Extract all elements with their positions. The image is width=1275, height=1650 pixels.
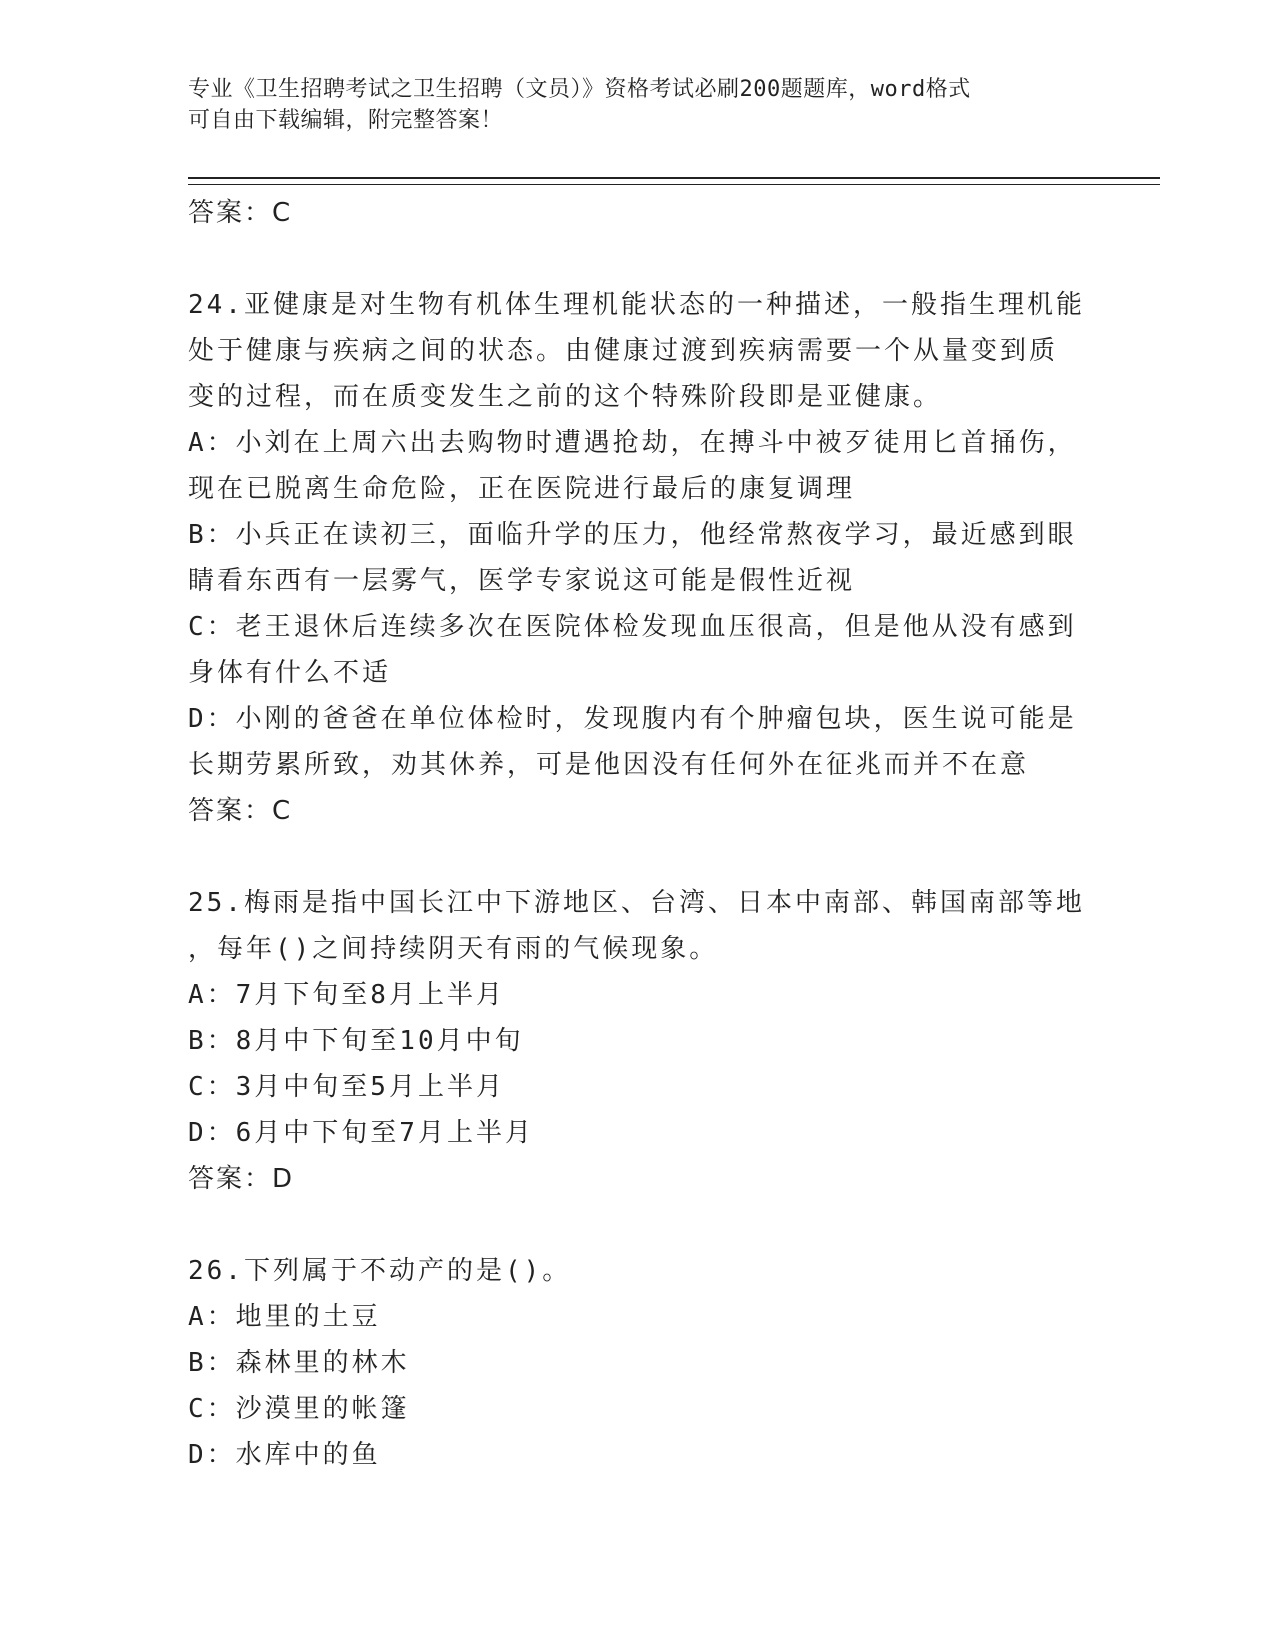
answer-line: 答案：D (188, 1164, 295, 1194)
question-25 (188, 880, 1088, 1202)
question-text-line: 26.下列属于不动产的是()。 (188, 1256, 572, 1286)
option-c-line: C：3月中旬至5月上半月 (188, 1072, 505, 1102)
document-header (188, 74, 1068, 136)
spacer (188, 1202, 1088, 1248)
option-a-line: A：地里的土豆 (188, 1302, 381, 1332)
option-d-line: D：小刚的爸爸在单位体检时，发现腹内有个肿瘤包块，医生说可能是 (188, 704, 1077, 734)
option-b-line: B：8月中下旬至10月中旬 (188, 1026, 524, 1056)
question-text-line: 25.梅雨是指中国长江中下游地区、台湾、日本中南部、韩国南部等地 (188, 888, 1085, 918)
option-b-line: B：小兵正在读初三，面临升学的压力，他经常熬夜学习，最近感到眼 (188, 520, 1077, 550)
question-text-line: 24.亚健康是对生物有机体生理机能状态的一种描述，一般指生理机能 (188, 290, 1085, 320)
header-line-2: 可自由下载编辑，附完整答案！ (188, 108, 504, 133)
question-26 (188, 1248, 1088, 1478)
option-a-line: 现在已脱离生命危险，正在医院进行最后的康复调理 (188, 474, 856, 504)
option-d-line: 长期劳累所致，劝其休养，可是他因没有任何外在征兆而并不在意 (188, 750, 1030, 780)
answer-line: 答案：C (188, 796, 293, 826)
question-text-line: 处于健康与疾病之间的状态。由健康过渡到疾病需要一个从量变到质 (188, 336, 1059, 366)
option-c-line: 身体有什么不适 (188, 658, 392, 688)
question-24 (188, 282, 1088, 834)
option-d-line: D：6月中下旬至7月上半月 (188, 1118, 534, 1148)
header-line-1: 专业《卫生招聘考试之卫生招聘（文员）》资格考试必刷200题题库，word格式 (188, 77, 971, 102)
question-text-line: 变的过程，而在质变发生之前的这个特殊阶段即是亚健康。 (188, 382, 943, 412)
spacer (188, 236, 1088, 282)
option-a-line: A：7月下旬至8月上半月 (188, 980, 505, 1010)
question-text-line: ，每年()之间持续阴天有雨的气候现象。 (188, 934, 719, 964)
option-a-line: A：小刘在上周六出去购物时遭遇抢劫，在搏斗中被歹徒用匕首捅伤， (188, 428, 1077, 458)
option-c-line: C：老王退休后连续多次在医院体检发现血压很高，但是他从没有感到 (188, 612, 1077, 642)
spacer (188, 834, 1088, 880)
option-c-line: C：沙漠里的帐篷 (188, 1394, 410, 1424)
option-d-line: D：水库中的鱼 (188, 1440, 381, 1470)
previous-answer: 答案：C (188, 198, 293, 228)
header-rule-thick (188, 177, 1160, 179)
header-rule-thin (188, 184, 1160, 185)
option-b-line: 睛看东西有一层雾气，医学专家说这可能是假性近视 (188, 566, 856, 596)
option-b-line: B：森林里的林木 (188, 1348, 410, 1378)
document-body (188, 190, 1088, 1478)
